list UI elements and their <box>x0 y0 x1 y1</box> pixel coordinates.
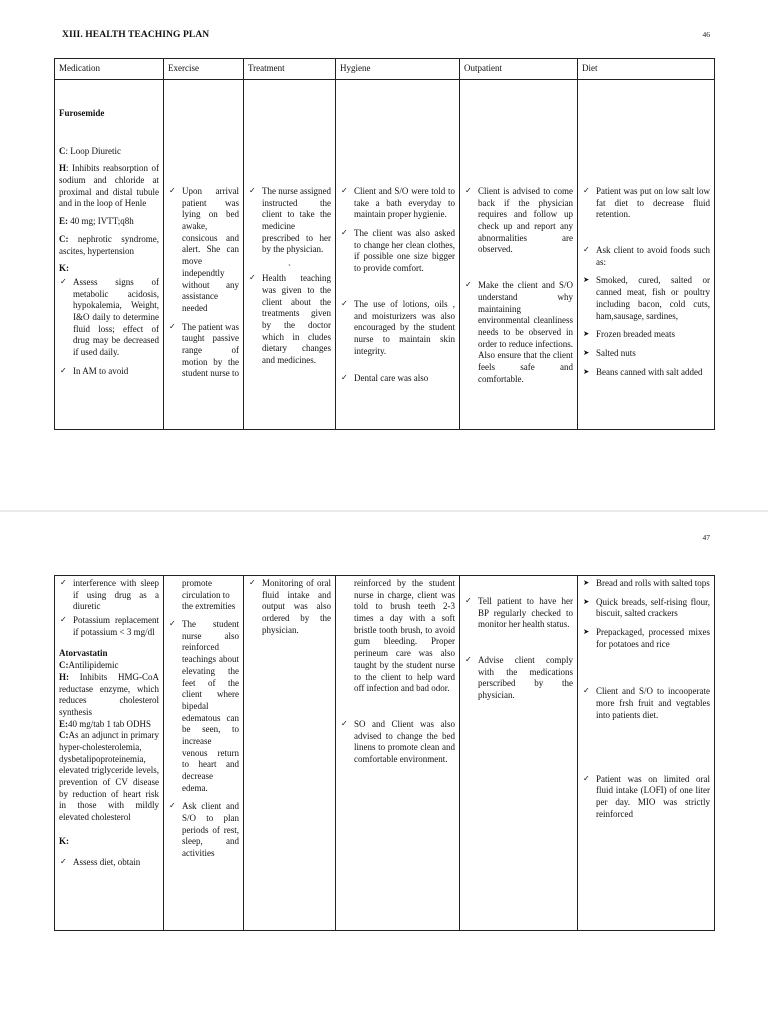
teaching-plan-table-continued <box>54 575 715 931</box>
stray-mark: ` <box>288 263 291 274</box>
list-item: ➤ Frozen breaded meats <box>582 329 710 341</box>
list-item: ✓ Client and S/O were told to take a bath everyday to maintain proper hygienie. <box>340 186 455 221</box>
page-47 <box>0 512 768 1024</box>
teaching-plan-table <box>54 58 715 430</box>
list-item: ➤ Smoked, cured, salted or canned meat, fish or poultry including bacon, cold cuts, ham,sausage, sardines, <box>582 275 710 322</box>
medication-cell <box>55 80 164 430</box>
drug-dosage: E:40 mg/tab 1 tab ODHS <box>59 718 151 729</box>
outpatient-cell <box>460 576 578 931</box>
list-item: ✓ Health teaching was given to the client about the treatments given by the doctor which in cludes dietary changes and medicines. <box>248 273 331 367</box>
drug-name: Atorvastatin <box>59 648 108 659</box>
drug-indication: C: nephrotic syndrome, ascites, hypertension <box>59 233 159 256</box>
list-item: ✓ Assess diet, obtain <box>59 857 159 869</box>
list-item: ✓ Potassium replacement if potassium < 3 mg/dl <box>59 615 159 638</box>
drug-action: H: Inhibits HMG-CoA reductase enzyme, which reduces cholesterol synthesis <box>59 671 159 717</box>
table-row <box>55 576 715 931</box>
list-item: ➤ Quick breads, self-rising flour, biscuit, salted crackers <box>582 597 710 620</box>
list-item: ✓ interference with sleep if using drug as a diuretic <box>59 578 159 613</box>
drug-indication: C:As an adjunct in primary hyper-cholesterolemia, dysbetalipoproteinemia, elevated triglyceride levels, prevention of CV disease by reduction of heart risk in those with mildly elevated cholesterol <box>59 730 159 823</box>
list-item: ✓ The student nurse also reinforced teachings about elevating the feet of the client where bipedal edematous can be seen, to increase venous return to heart and decrease edema. <box>168 619 239 794</box>
list-item: ✓ Tell patient to have her BP regularly checked to monitor her health status. <box>464 596 573 631</box>
list-item: ✓ Upon arrival patient was lying on bed awake, consicous and alert. She can move independtly without any assistance needed <box>168 186 239 315</box>
hygiene-cell <box>336 80 460 430</box>
table-header-row <box>55 59 715 80</box>
list-item: ✓ Ask client to avoid foods such as: <box>582 245 710 268</box>
page-46 <box>0 0 768 510</box>
page-title: XIII. HEALTH TEACHING PLAN <box>62 30 210 40</box>
list-item: ✓ SO and Client was also advised to change the bed linens to promote clean and comfortable environment. <box>340 719 455 766</box>
list-item: ✓ Make the client and S/O understand why maintaining environmental cleanliness needs to be observed in order to reduce infections. Also ensure that the client feels safe and comfortable. <box>464 280 573 385</box>
drug-action: H: Inhibits reabsorption of sodium and chloride at proximal and distal tubule and in the loop of Henle <box>59 163 159 209</box>
medication-cell <box>55 576 164 931</box>
list-item: ✓ Patient was on limited oral fluid intake (LOFI) of one liter per day. MIO was strictly reinforced <box>582 774 710 821</box>
treatment-cell <box>244 80 336 430</box>
list-item: ➤ Salted nuts <box>582 348 710 360</box>
header-medication: Medication <box>55 59 164 80</box>
list-item: ➤ Prepackaged, processed mixes for potatoes and rice <box>582 627 710 650</box>
header-hygiene: Hygiene <box>336 59 460 80</box>
page-number: 47 <box>702 533 710 542</box>
diet-cell <box>578 576 715 931</box>
list-item: ✓ Advise client comply with the medications perscribed by the physician. <box>464 655 573 702</box>
diet-cell <box>578 80 715 430</box>
list-item: ✓ Assess signs of metabolic acidosis, hypokalemia, Weight, I&O daily to determine fluid loss; effect of drug may be decreased if used daily. <box>59 277 159 359</box>
header-diet: Diet <box>578 59 715 80</box>
nursing-considerations-list <box>59 277 159 378</box>
list-item: ✓ The patient was taught passive range of motion by the student nurse to <box>168 322 239 380</box>
list-item: ✓ In AM to avoid <box>59 366 159 378</box>
list-item: ➤ Beans canned with salt added <box>582 367 710 379</box>
outpatient-cell <box>460 80 578 430</box>
header-exercise: Exercise <box>164 59 244 80</box>
list-item: ✓ Client and S/O to incooperate more frsh fruit and vegtables into patients diet. <box>582 686 710 721</box>
header-treatment: Treatment <box>244 59 336 80</box>
list-item: ✓ Dental care was also <box>340 373 455 385</box>
drug-classification: C: Loop Diuretic <box>59 145 121 156</box>
hygiene-cell <box>336 576 460 931</box>
list-item: ➤ Bread and rolls with salted tops <box>582 578 710 590</box>
list-item: ✓ Client is advised to come back if the physician requires and follow up check up and report any abnormalities are observed. <box>464 186 573 256</box>
list-item: ✓ Patient was put on low salt low fat diet to decrease fluid retention. <box>582 186 710 221</box>
list-item: ✓ The use of lotions, oils , and moisturizers was also encouraged by the student nurse to maintain skin integrity. <box>340 299 455 357</box>
exercise-cell <box>164 80 244 430</box>
drug-nursing-label: K: <box>59 263 69 274</box>
drug-classification: C:Antilipidemic <box>59 660 119 671</box>
drug-name: Furosemide <box>59 108 105 118</box>
list-item: ✓ Ask client and S/O to plan periods of rest, sleep, and activities <box>168 801 239 859</box>
list-item: ✓ The client was also asked to change her clean clothes, if possible one size bigger to provide comfort. <box>340 228 455 275</box>
treatment-cell <box>244 576 336 931</box>
page-number: 46 <box>702 30 710 39</box>
list-item: ✓ The nurse assigned instructed the client to take the medicine prescribed to her by the physician. <box>248 186 331 256</box>
list-item: ✓ Monitoring of oral fluid intake and output was also ordered by the physician. <box>248 578 331 636</box>
drug-dosage: E: 40 mg; IVTT;q8h <box>59 216 134 227</box>
table-row <box>55 80 715 430</box>
continued-text: promote circulation to the extremities <box>182 578 236 612</box>
drug-nursing-label: K: <box>59 835 69 846</box>
exercise-cell <box>164 576 244 931</box>
continued-text: reinforced by the student nurse in charge, client was told to brush teeth 2-3 times a day with a soft bristle tooth brush, to avoid gum bleeding. Proper perineum care was also taught by the student nurse to the client to help ward off infection and bad odor. <box>354 578 455 694</box>
header-outpatient: Outpatient <box>460 59 578 80</box>
